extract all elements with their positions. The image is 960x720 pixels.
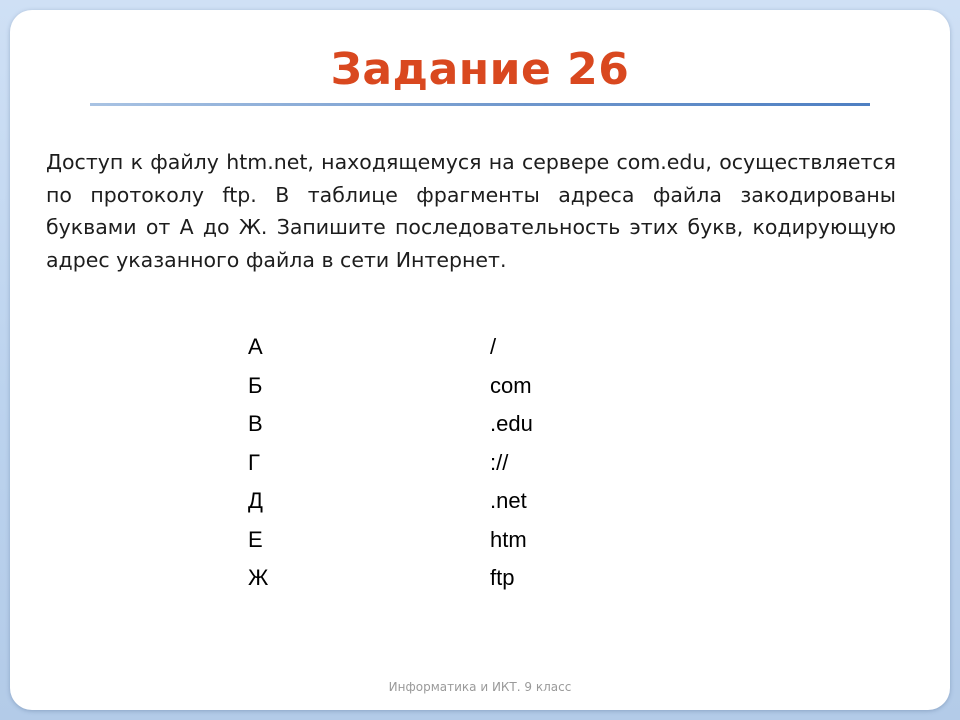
code-letter: Г	[248, 449, 260, 475]
code-fragment: /	[490, 334, 497, 359]
code-fragment: .edu	[490, 411, 533, 436]
code-letter: Ж	[248, 565, 269, 590]
slide-title: Задание 26	[330, 44, 630, 95]
code-fragment: htm	[490, 526, 527, 552]
code-letter: В	[248, 411, 263, 436]
code-table-row	[248, 328, 608, 367]
code-table-row	[248, 405, 608, 444]
title-divider	[90, 103, 870, 106]
code-fragment: .net	[490, 488, 527, 513]
code-table-row	[248, 559, 608, 598]
code-letter: Е	[248, 526, 263, 552]
task-text: Доступ к файлу htm.net, находящемуся на сервере com.edu, осуществляется по протоколу ftp. В таблице фрагменты адреса файла закодированы буквами от А до Ж. Запишите последовательность этих букв, кодирующую адрес указанного файла в сети Интернет.	[46, 150, 896, 272]
code-table-row	[248, 367, 608, 406]
code-table-row	[248, 444, 608, 483]
code-table-row	[248, 482, 608, 521]
slide-footer: Информатика и ИКТ. 9 класс	[388, 680, 572, 694]
code-fragment: ://	[490, 449, 509, 475]
code-letter: Б	[248, 372, 263, 398]
code-table-row	[248, 521, 608, 560]
code-fragment: com	[490, 372, 532, 398]
code-letter: Д	[248, 488, 263, 513]
code-letter: А	[248, 334, 263, 359]
code-fragment: ftp	[490, 565, 515, 590]
code-table	[248, 328, 608, 598]
